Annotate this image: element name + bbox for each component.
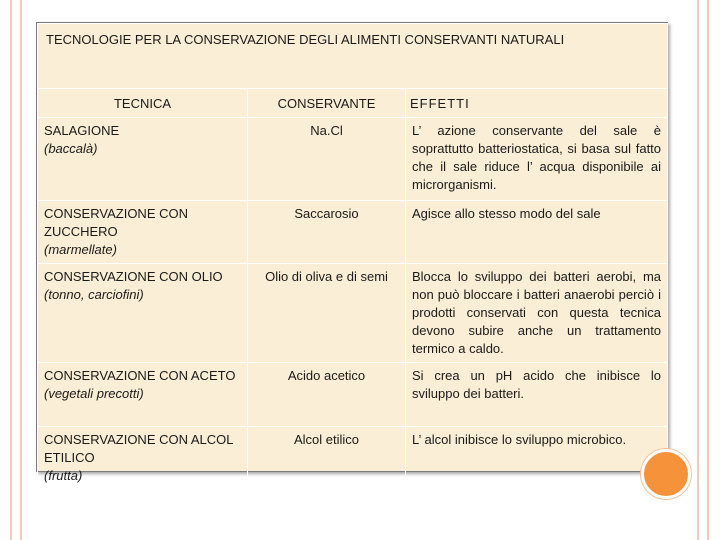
technique-example: (baccalà)	[44, 141, 98, 156]
table-row	[38, 427, 668, 490]
left-decor-line-1	[10, 0, 12, 540]
table-row	[38, 363, 668, 427]
technique-name: SALAGIONE	[44, 123, 120, 138]
technique-cell	[38, 427, 248, 490]
technique-cell	[38, 201, 248, 264]
preservative-cell: Acido acetico	[248, 363, 406, 427]
header-effects: EFFETTI	[406, 89, 668, 118]
preservative-cell: Na.Cl	[248, 118, 406, 201]
conservation-table	[37, 23, 668, 490]
technique-cell	[38, 363, 248, 427]
technique-example: (marmellate)	[44, 242, 117, 257]
technique-cell	[38, 118, 248, 201]
preservative-cell: Alcol etilico	[248, 427, 406, 490]
table-row	[38, 264, 668, 363]
table-row	[38, 201, 668, 264]
technique-cell	[38, 264, 248, 363]
table-row	[38, 118, 668, 201]
conservation-table-container	[36, 22, 668, 483]
left-decor-line-2	[20, 0, 22, 540]
effect-cell: Si crea un pH acido che inibisce lo sviluppo dei batteri.	[406, 363, 668, 427]
technique-example: (frutta)	[44, 468, 83, 483]
table-title: TECNOLOGIE PER LA CONSERVAZIONE DEGLI ALIMENTI CONSERVANTI NATURALI	[38, 24, 668, 89]
technique-name: CONSERVAZIONE CON ZUCCHERO	[44, 206, 188, 239]
right-decor-line-1	[697, 0, 699, 540]
effect-cell: L’ alcol inibisce lo sviluppo microbico.	[406, 427, 668, 490]
preservative-cell: Saccarosio	[248, 201, 406, 264]
effect-cell: L’ azione conservante del sale è soprattutto batteriostatica, si basa sul fatto che il sale riduce l’ acqua disponibile ai microrganismi.	[406, 118, 668, 201]
effect-cell: Blocca lo sviluppo dei batteri aerobi, ma non può bloccare i batteri anaerobi perciò i prodotti conservati con questa tecnica devono subire anche un trattamento termico a caldo.	[406, 264, 668, 363]
technique-name: CONSERVAZIONE CON ALCOL ETILICO	[44, 432, 234, 465]
preservative-cell: Olio di oliva e di semi	[248, 264, 406, 363]
header-technique: TECNICA	[38, 89, 248, 118]
right-decor-line-2	[707, 0, 709, 540]
technique-name: CONSERVAZIONE CON OLIO	[44, 269, 223, 284]
decorative-circle	[641, 449, 691, 499]
technique-example: (tonno, carciofini)	[44, 287, 144, 302]
technique-name: CONSERVAZIONE CON ACETO	[44, 368, 236, 383]
effect-cell: Agisce allo stesso modo del sale	[406, 201, 668, 264]
technique-example: (vegetali precotti)	[44, 386, 144, 401]
header-row	[38, 89, 668, 118]
header-preservative: CONSERVANTE	[248, 89, 406, 118]
